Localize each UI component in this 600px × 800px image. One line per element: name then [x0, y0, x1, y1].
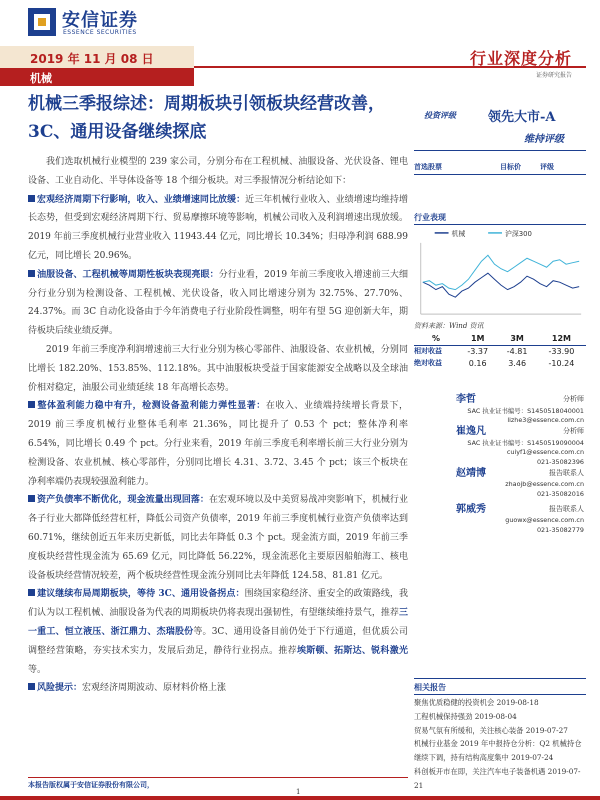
related-reports-list — [414, 696, 586, 793]
table-header: 3M — [510, 334, 524, 344]
performance-title: 行业表现 — [414, 212, 446, 222]
related-reports-header — [414, 680, 586, 694]
analyst-role: 分析师 — [563, 427, 584, 435]
analyst-role: 分析师 — [563, 395, 584, 403]
brand-logo — [28, 6, 158, 40]
performance-table — [414, 333, 586, 369]
table-cell: -33.90 — [548, 346, 575, 356]
analyst-phone: 021-35082779 — [536, 526, 584, 534]
brand-name-en: ESSENCE SECURITIES — [63, 29, 137, 36]
bullet-square-icon — [28, 401, 35, 408]
analyst-cert: SAC 执业证书编号：S1450518040001 — [467, 407, 584, 415]
row-label: 绝对收益 — [414, 358, 442, 367]
related-report-title[interactable]: 机械行业基金 2019 年中报持仓分析：Q2 机械持仓继续下调，持有结构高度集中 — [414, 739, 582, 763]
analyst-card — [414, 422, 586, 468]
report-body — [28, 153, 408, 698]
row-label: 相对收益 — [414, 346, 442, 356]
table-cell: -3.37 — [467, 346, 489, 356]
section-heading: 资产负债率不断优化，现金流量出现回落： — [37, 495, 209, 506]
analyst-name: 赵靖博 — [456, 468, 486, 479]
performance-chart — [414, 224, 586, 320]
related-report-item[interactable] — [414, 696, 586, 710]
footer-disclaimer: 本报告版权属于安信证券股份有限公司， — [28, 780, 154, 789]
rating-maintain: 维持评级 — [524, 134, 564, 145]
section-risk — [28, 679, 408, 698]
related-reports-title: 相关报告 — [414, 682, 446, 692]
report-subtype: 证券研究报告 — [535, 72, 572, 79]
section-macro — [28, 191, 408, 266]
sidebar-divider — [414, 678, 586, 679]
analyst-cert: SAC 执业证书编号：S1450519090004 — [467, 439, 584, 447]
chart-legend — [435, 229, 532, 238]
target-price-header: 目标价 — [500, 162, 521, 171]
report-date: 2019 年 11 月 08 日 — [30, 52, 154, 66]
related-report-item[interactable] — [414, 710, 586, 724]
rating-header: 评级 — [540, 162, 554, 171]
bullet-square-icon — [28, 495, 35, 502]
series-line-0 — [423, 273, 579, 297]
top-picks-header: 首选股票 — [414, 162, 442, 171]
bullet-square-icon — [28, 589, 35, 596]
table-header: 12M — [551, 334, 571, 344]
analyst-name: 郭威秀 — [456, 504, 486, 515]
analyst-name: 崔逸凡 — [456, 426, 486, 437]
table-row — [414, 357, 586, 369]
brand-mark-icon — [28, 8, 56, 36]
related-report-item[interactable] — [414, 765, 586, 793]
section-text: 宏观经济周期波动、原材料价格上涨 — [82, 683, 227, 694]
analyst-phone: 021-35082396 — [536, 458, 584, 466]
rating-value: 领先大市-A — [488, 110, 556, 125]
report-title: 机械三季报综述：周期板块引领板块经营改善，3C、通用设备继续探底 — [28, 94, 385, 142]
section-text: 等。3C、通用设备目前仍处于下行通道，但优质公司调整经营策略，夯实技术实力，发展后劲足，静待行业拐点。推荐 — [28, 626, 408, 656]
report-type: 行业深度分析 — [469, 49, 572, 68]
section-heading: 风险提示： — [37, 683, 83, 694]
section-text: 在宏观环境以及中美贸易战冲突影响下，机械行业各子行业大都降低经营杠杆，降低公司资产负债率，2019 年前三季度机械行业资产负债率达到 60.71%，继续创近五年来历史新低，同比去年降低 0.3 个 pct。现金流方面，2019 年前三季度板块经营性现金流为 65.69 亿元，同比降低 56.22%，现金流恶化主要原因船舶海工、核电设备板块经营情况较差，两个板块经营性现金流分别同比去年降低 124.58、81.81 亿元。 — [28, 495, 408, 581]
table-cell: -4.81 — [506, 346, 528, 356]
legend-label-b: 沪深300 — [504, 229, 532, 238]
related-report-item[interactable] — [414, 724, 586, 738]
sidebar-divider — [414, 174, 586, 175]
footer-divider — [28, 777, 408, 778]
related-report-item[interactable] — [414, 737, 586, 765]
section-leverage — [28, 491, 408, 585]
analyst-email[interactable]: zhaojb@essence.com.cn — [505, 480, 584, 488]
related-report-title[interactable]: 科创板开市在即，关注汽车电子装备机遇 — [414, 766, 546, 776]
related-report-date: 2019-07-21 — [414, 766, 581, 790]
related-report-title[interactable]: 贸易气氛有所缓和，关注核心装备 — [414, 725, 524, 735]
series-layer — [423, 255, 579, 297]
analyst-email[interactable]: guowx@essence.com.cn — [505, 516, 584, 524]
table-header: % — [431, 334, 440, 344]
category-bar — [0, 68, 194, 86]
related-report-title[interactable]: 聚焦优质稳健的投资机会 — [414, 698, 495, 707]
analyst-phone: 021-35082016 — [536, 490, 584, 498]
section-profitability — [28, 397, 408, 491]
section-heading: 建议继续布局周期板块，等待 3C、通用设备拐点： — [37, 589, 245, 600]
section-heading: 油服设备、工程机械等周期性板块表现亮眼： — [37, 269, 219, 280]
intro-paragraph: 我们选取机械行业模型的 239 家公司，分别分布在工程机械、油服设备、光伏设备、锂电设备、工业自动化、半导体设备等 18 个细分板块。对三季报情况分析结论如下： — [28, 157, 408, 186]
section-recommendation — [28, 585, 408, 679]
table-header-row — [414, 333, 586, 345]
section-profit-growth: 2019 年前三季度净利润增速前三大行业分别为核心零部件、油服设备、农业机械，分别同比增长 182.20%、153.85%、112.18%。其中油服板块受益于国家能源安全战略以及全球油价相对稳定，油服公司业绩延续 18 年高增长态势。 — [28, 344, 408, 393]
analyst-role: 报告联系人 — [549, 505, 584, 513]
legend-label-a: 机械 — [451, 229, 466, 238]
analyst-email[interactable]: lizhe3@essence.com.cn — [507, 416, 584, 424]
sidebar-divider — [414, 150, 586, 151]
date-bar — [0, 46, 194, 68]
footer-bar — [0, 796, 600, 800]
sidebar-divider — [414, 694, 586, 695]
section-text: 在收入、业绩端持续增长背景下，2019 前三季度机械行业整体毛利率 21.36%，同比提升了 0.53 个 pct；整体净利率 6.54%，同比增长 0.49 个 pct。分行业来看，2019 年前三季度毛利率增长前三大行业分别为检测设备、农业机械、核心零部件，分别同比增长 4.31、3.72、3.45 个 pct；该三个板块在净利率端仍表现较强盈利能力。 — [28, 401, 408, 487]
section-text: 围绕国家稳经济、重安全的政策路线，我们认为以工程机械、油服设备为代表的周期板块仍将表现出强韧性，有望继续维持景气，推荐 — [28, 589, 408, 619]
page-number: 1 — [296, 788, 301, 796]
analyst-email[interactable]: cuiyf1@essence.com.cn — [506, 448, 584, 456]
related-report-date: 2019-08-04 — [474, 711, 517, 721]
section-heading: 整体盈利能力稳中有升，检测设备盈利能力弹性显著： — [37, 401, 266, 412]
related-report-date: 2019-07-24 — [511, 753, 554, 763]
table-header: 1M — [470, 334, 485, 344]
brand-name: 安信证券 — [62, 10, 138, 31]
related-report-date: 2019-07-27 — [525, 725, 568, 735]
bullet-square-icon — [28, 195, 35, 202]
analyst-card — [414, 464, 586, 500]
table-cell: -10.24 — [548, 358, 575, 368]
analyst-card — [414, 500, 586, 536]
recommended-companies: 埃斯顿、拓斯达、锐科激光 — [296, 645, 408, 656]
series-line-1 — [423, 255, 579, 289]
chart-source: 资料来源：Wind 资讯 — [414, 322, 484, 330]
rating-label: 投资评级 — [424, 110, 456, 120]
industry-category: 机械 — [30, 72, 52, 85]
section-text: 分行业看，2019 年前三季度收入增速前三大细分行业分别为检测设备、工程机械、光伏设备，收入同比增速分别为 32.75%、27.70%、24.37%。而 3C 自动化设备由于今年消费电子行业阶段性调整，明年有望 5G 迎创新大年，期待板块后续业绩反弹。 — [28, 269, 408, 337]
table-cell: 0.16 — [468, 358, 487, 368]
section-heading: 宏观经济周期下行影响，收入、业绩增速同比放缓： — [37, 194, 246, 205]
section-text: 等。 — [28, 664, 47, 675]
bullet-square-icon — [28, 683, 35, 690]
section-text: 近三年机械行业收入、业绩增速均维持增长态势，但受到宏观经济周期下行、贸易摩擦环境等影响，机械公司收入及利润增速出现放缓。2019 年前三季度机械行业营业收入 11943.44 亿元，同比增长 10.34%；归母净利润 688.99 亿元，同比增长 20.96%。 — [28, 194, 408, 261]
related-report-date: 2019-08-18 — [496, 698, 539, 707]
related-report-title[interactable]: 工程机械保持强劲 — [414, 711, 473, 721]
analyst-name: 李哲 — [456, 394, 476, 405]
recommended-companies: 三一重工、恒立液压、浙江鼎力、杰瑞股份 — [28, 608, 408, 637]
section-cyclical — [28, 266, 408, 341]
table-cell: 3.46 — [508, 358, 527, 368]
table-row — [414, 345, 586, 357]
bullet-square-icon — [28, 270, 35, 277]
analyst-card — [414, 390, 586, 426]
analyst-role: 报告联系人 — [549, 469, 584, 477]
